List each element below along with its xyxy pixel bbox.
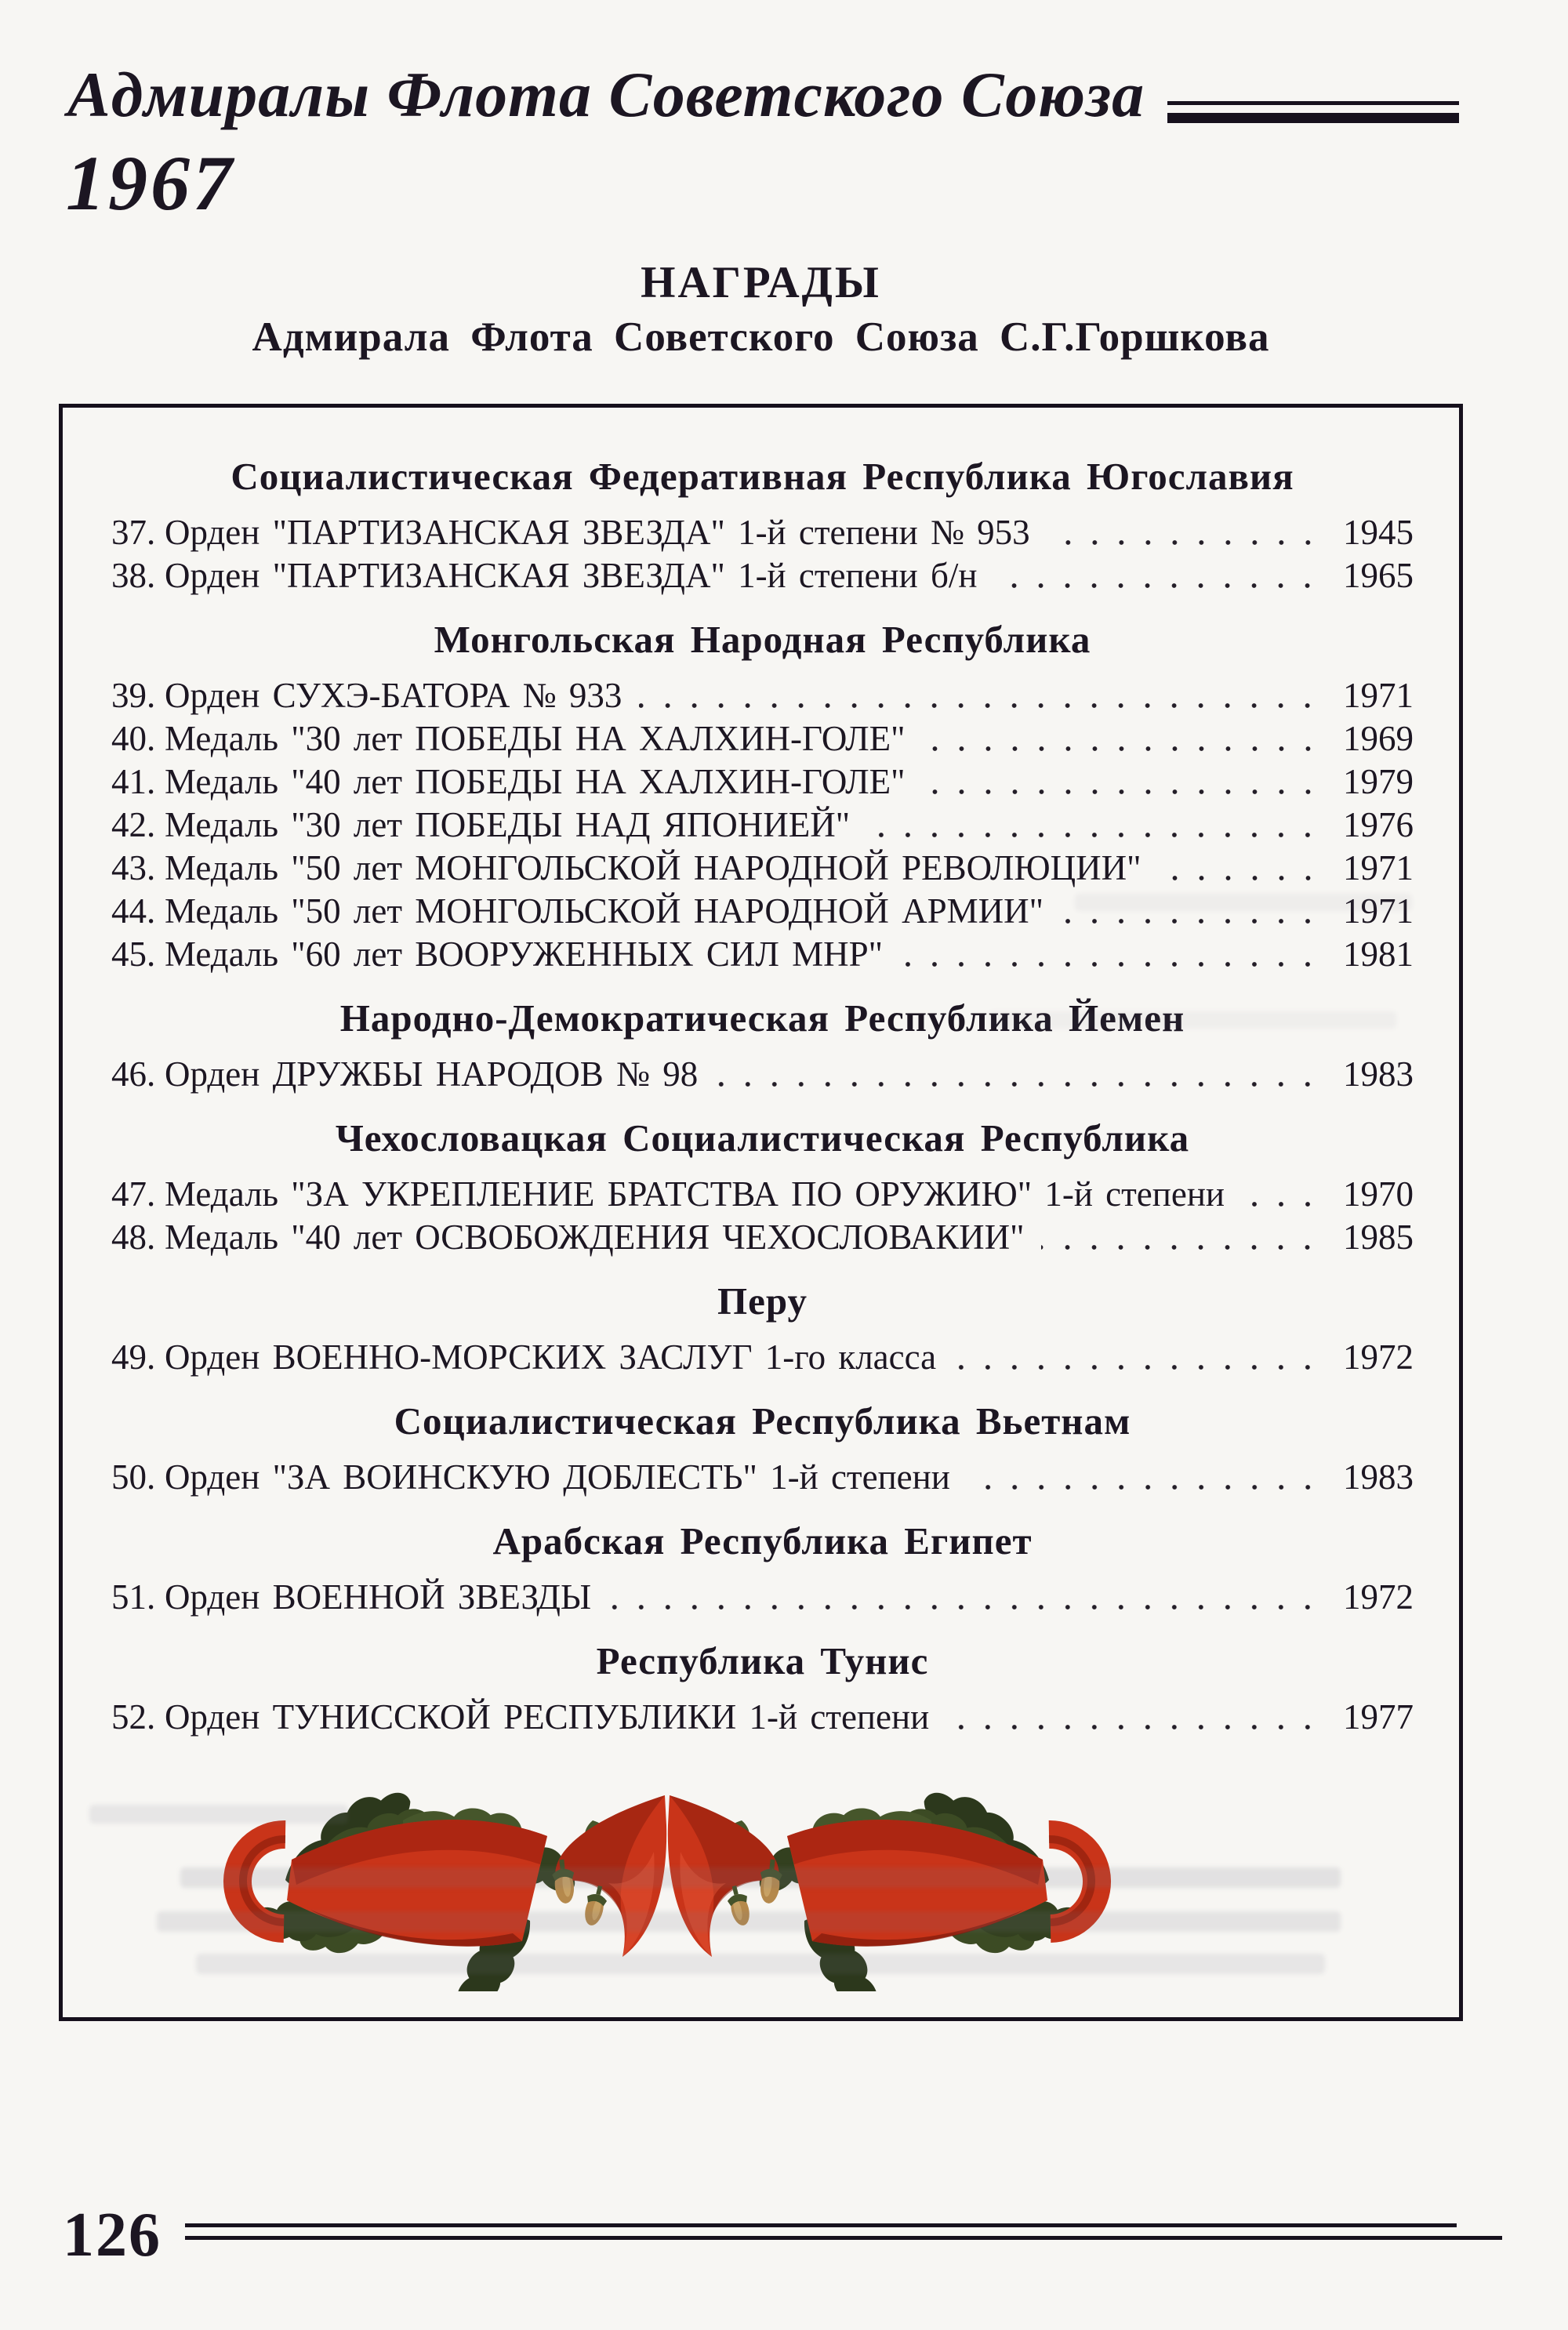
award-number: 52.	[111, 1697, 156, 1737]
award-number: 51.	[111, 1577, 156, 1617]
show-through-ghost	[196, 1954, 1325, 1974]
dot-leader	[639, 691, 1324, 717]
chapter-year-label: 1967	[66, 140, 235, 227]
award-title: Орден ДРУЖБЫ НАРОДОВ № 98	[165, 1054, 699, 1094]
award-number: 37.	[111, 513, 156, 552]
dot-leader	[1041, 1232, 1324, 1259]
award-title: Медаль "ЗА УКРЕПЛЕНИЕ БРАТСТВА ПО ОРУЖИЮ" 1-й степени	[165, 1174, 1225, 1214]
page-title: НАГРАДЫ	[641, 258, 881, 307]
award-title: Орден ВОЕННОЙ ЗВЕЗДЫ	[165, 1577, 592, 1617]
awards-frame	[59, 404, 1463, 2021]
award-title: Медаль "40 лет ПОБЕДЫ НА ХАЛХИН-ГОЛЕ"	[165, 762, 906, 801]
award-year: 1985	[1343, 1218, 1414, 1257]
award-number: 43.	[111, 848, 156, 887]
award-number: 42.	[111, 805, 156, 844]
award-year: 1976	[1343, 805, 1414, 844]
dot-leader	[967, 1472, 1324, 1499]
award-title: Орден СУХЭ-БАТОРА № 933	[165, 676, 622, 715]
award-title: Медаль "30 лет ПОБЕДЫ НА ХАЛХИН-ГОЛЕ"	[165, 719, 906, 758]
dot-leader	[923, 734, 1324, 760]
award-row	[111, 1216, 1414, 1259]
dot-leader	[715, 1069, 1324, 1096]
show-through-ghost	[157, 1911, 1341, 1932]
award-row	[111, 760, 1414, 804]
award-year: 1981	[1343, 935, 1414, 974]
award-year: 1971	[1343, 676, 1414, 715]
award-row	[111, 933, 1414, 976]
country-heading: Монгольская Народная Республика	[434, 618, 1091, 661]
award-row	[111, 847, 1414, 890]
award-number: 39.	[111, 676, 156, 715]
country-heading: Социалистическая Федеративная Республика Югославия	[230, 455, 1294, 498]
awards-list	[111, 455, 1414, 1739]
page-number: 126	[63, 2201, 162, 2270]
award-row	[111, 1576, 1414, 1619]
award-title: Медаль "50 лет МОНГОЛЬСКОЙ НАРОДНОЙ РЕВОЛЮЦИИ"	[165, 848, 1142, 887]
country-heading: Перу	[717, 1279, 808, 1323]
award-number: 49.	[111, 1337, 156, 1377]
dot-leader	[900, 949, 1324, 976]
award-year: 1971	[1343, 848, 1414, 887]
show-through-ghost	[1075, 894, 1412, 911]
award-title: Медаль "60 лет ВООРУЖЕННЫХ СИЛ МНР"	[165, 935, 884, 974]
dot-leader	[946, 1712, 1324, 1739]
award-title: Медаль "50 лет МОНГОЛЬСКОЙ НАРОДНОЙ АРМИИ"	[165, 891, 1044, 931]
award-row	[111, 1336, 1414, 1379]
award-year: 1983	[1343, 1457, 1414, 1497]
award-title: Медаль "40 лет ОСВОБОЖДЕНИЯ ЧЕХОСЛОВАКИИ"	[165, 1218, 1025, 1257]
award-row	[111, 1173, 1414, 1216]
show-through-ghost	[989, 1011, 1396, 1029]
award-number: 48.	[111, 1218, 156, 1257]
award-year: 1965	[1343, 556, 1414, 595]
show-through-ghost	[89, 1805, 348, 1824]
award-number: 46.	[111, 1054, 156, 1094]
award-number: 41.	[111, 762, 156, 801]
award-title: Медаль "30 лет ПОБЕДЫ НАД ЯПОНИЕЙ"	[165, 805, 851, 844]
dot-leader	[994, 571, 1324, 597]
footer-rule-top	[185, 2223, 1457, 2227]
award-number: 45.	[111, 935, 156, 974]
header-rule-thick	[1167, 113, 1459, 123]
country-heading: Социалистическая Республика Вьетнам	[394, 1399, 1131, 1443]
award-year: 1945	[1343, 513, 1414, 552]
award-year: 1969	[1343, 719, 1414, 758]
award-year: 1972	[1343, 1337, 1414, 1377]
award-year: 1979	[1343, 762, 1414, 801]
award-row	[111, 511, 1414, 554]
award-title: Орден ВОЕННО-МОРСКИХ ЗАСЛУГ 1-го класса	[165, 1337, 937, 1377]
country-heading: Республика Тунис	[596, 1639, 929, 1682]
award-title: Орден "ЗА ВОИНСКУЮ ДОБЛЕСТЬ" 1-й степени	[165, 1457, 950, 1497]
dot-leader	[1242, 1189, 1324, 1216]
dot-leader	[608, 1592, 1324, 1619]
award-year: 1983	[1343, 1054, 1414, 1094]
award-row	[111, 1696, 1414, 1739]
dot-leader	[1159, 863, 1325, 890]
award-row	[111, 554, 1414, 597]
award-number: 47.	[111, 1174, 156, 1214]
award-number: 40.	[111, 719, 156, 758]
show-through-ghost	[180, 1867, 1341, 1888]
award-number: 50.	[111, 1457, 156, 1497]
award-year: 1970	[1343, 1174, 1414, 1214]
country-heading: Чехословацкая Социалистическая Республика	[335, 1116, 1190, 1160]
award-row	[111, 804, 1414, 847]
award-year: 1972	[1343, 1577, 1414, 1617]
country-heading: Народно-Демократическая Республика Йемен	[339, 996, 1185, 1040]
running-head-title: Адмиралы Флота Советского Союза	[67, 59, 1145, 130]
award-title: Орден ТУНИССКОЙ РЕСПУБЛИКИ 1-й степени	[165, 1697, 930, 1737]
header-rule-thin	[1167, 101, 1459, 105]
dot-leader	[1047, 528, 1324, 554]
award-year: 1977	[1343, 1697, 1414, 1737]
country-heading: Арабская Республика Египет	[492, 1519, 1033, 1562]
award-number: 44.	[111, 891, 156, 931]
dot-leader	[923, 777, 1324, 804]
award-row	[111, 1053, 1414, 1096]
footer-rule-bottom	[185, 2236, 1502, 2240]
award-row	[111, 717, 1414, 760]
dot-leader	[867, 820, 1324, 847]
award-title: Орден "ПАРТИЗАНСКАЯ ЗВЕЗДА" 1-й степени б/н	[165, 556, 978, 595]
award-year: 1971	[1343, 891, 1414, 931]
award-title: Орден "ПАРТИЗАНСКАЯ ЗВЕЗДА" 1-й степени № 953	[165, 513, 1030, 552]
dot-leader	[953, 1352, 1324, 1379]
award-row	[111, 1456, 1414, 1499]
page-subtitle: Адмирала Флота Советского Союза С.Г.Горшкова	[252, 314, 1270, 360]
award-number: 38.	[111, 556, 156, 595]
award-row	[111, 674, 1414, 717]
